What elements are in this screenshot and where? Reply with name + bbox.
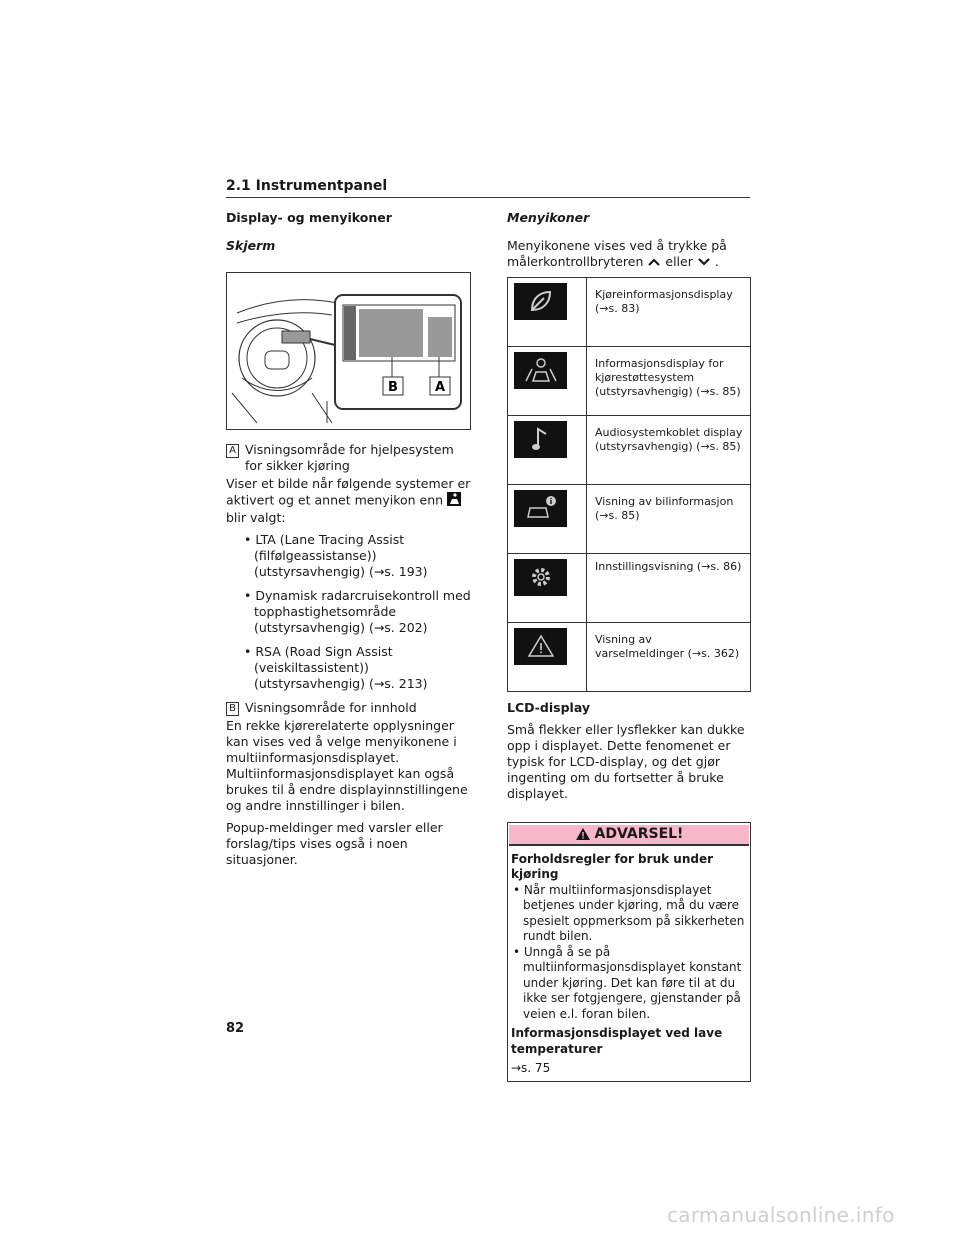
gear-icon — [514, 559, 567, 596]
menu-intro-text: Menyikonene vises ved å trykke på målerkontrollbryteren — [507, 238, 727, 269]
bullet-lta — [226, 532, 471, 580]
leaf-icon — [514, 283, 567, 320]
bullet-rsa-line3: (utstyrsavhengig) (→s. 213) — [254, 676, 428, 691]
menu-text-driving-info: Kjøreinformasjonsdisplay (→s. 83) — [587, 277, 751, 346]
para1 — [226, 476, 471, 526]
bullet-lta-line3: (utstyrsavhengig) (→s. 193) — [254, 564, 428, 579]
item-b-text: Visningsområde for innhold — [245, 700, 417, 715]
para1-before: Viser et bilde når følgende systemer er aktivert og et annet menyikon enn — [226, 476, 471, 508]
chevron-down-icon — [697, 255, 711, 271]
para2: En rekke kjørerelaterte opplysninger kan vises ved å velge menyikonene i multiinformasjonsdisplayet. Multiinformasjonsdisplayet kan også brukes til å endre displayinnstillingene og andre innstillinger i bilen. — [226, 718, 468, 813]
table-row — [508, 415, 751, 484]
para1-after: blir valgt: — [226, 510, 286, 525]
item-a-text: Visningsområde for hjelpesystem for sikker kjøring — [245, 442, 454, 473]
bullet-rsa — [226, 644, 471, 692]
menu-text-assist: Informasjonsdisplay for kjørestøttesystem (utstyrsavhengig) (→s. 85) — [587, 346, 751, 415]
screen-subheading: Skjerm — [226, 238, 276, 253]
lcd-text: Små flekker eller lysflekker kan dukke opp i displayet. Dette fenomenet er typisk for LCD-display, og det gjør ingenting om du fortsetter å bruke displayet. — [507, 721, 745, 801]
menu-text-warnings: Visning av varselmeldinger (→s. 362) — [587, 622, 751, 691]
display-heading: Display- og menyikoner — [226, 210, 392, 225]
section-header: 2.1 Instrumentpanel — [226, 178, 750, 198]
item-b-letter: B — [226, 702, 239, 716]
item-a — [226, 442, 471, 474]
chevron-up-icon — [647, 255, 661, 271]
menu-text-audio: Audiosystemkoblet display (utstyrsavhengig) (→s. 85) — [587, 415, 751, 484]
left-column — [226, 210, 471, 874]
page-number: 82 — [226, 1021, 245, 1036]
table-row — [508, 277, 751, 346]
warning-sub2: Informasjonsdisplayet ved lave temperaturer — [511, 1026, 723, 1056]
bullet-radar-line1: • Dynamisk radarcruisekontroll med — [244, 588, 471, 603]
menu-intro-end: . — [714, 254, 719, 269]
item-a-letter: A — [226, 444, 239, 458]
warning-ref: →s. 75 — [511, 1061, 551, 1075]
dashboard-drawing — [227, 273, 470, 429]
warning-bullet1: • Når multiinformasjonsdisplayet betjenes under kjøring, må du være spesielt oppmerksom på sikkerheten rundt bilen. — [513, 882, 745, 943]
bullet-rsa-line1: • RSA (Road Sign Assist — [244, 644, 393, 659]
lcd-heading: LCD-display — [507, 699, 591, 715]
bullet-lta-line1: • LTA (Lane Tracing Assist — [244, 532, 405, 547]
figure-label-b: B — [388, 380, 398, 395]
warning-icon — [514, 628, 567, 665]
bullet-radar-line3: (utstyrsavhengig) (→s. 202) — [254, 620, 428, 635]
watermark: carmanualsonline.info — [667, 1203, 895, 1227]
menu-text-settings: Innstillingsvisning (→s. 86) — [587, 553, 751, 622]
bullet-rsa-line2: (veiskiltassistent)) — [254, 660, 369, 675]
warning-bullet2: • Unngå å se på multiinformasjonsdisplayet konstant under kjøring. Det kan føre til at du ikke ser fotgjengere, gjenstander på veien e.l. foran bilen. — [513, 944, 742, 1021]
table-row — [508, 622, 751, 691]
menu-icons-heading: Menyikoner — [507, 210, 590, 225]
warning-body — [508, 852, 750, 1081]
warning-triangle-icon — [575, 827, 591, 841]
music-note-icon — [514, 421, 567, 458]
table-row — [508, 346, 751, 415]
bullet-lta-line2: (filfølgeassistanse)) — [254, 548, 377, 563]
item-b — [226, 700, 471, 716]
menu-icon-table — [507, 277, 751, 692]
menu-intro — [507, 238, 751, 271]
para3: Popup-meldinger med varsler eller forslag/tips vises også i noen situasjoner. — [226, 820, 443, 867]
figure-label-a: A — [434, 380, 446, 395]
menu-intro-or: eller — [665, 254, 693, 269]
right-column — [507, 210, 751, 1082]
dashboard-illustration — [226, 272, 471, 430]
warning-title — [509, 825, 749, 846]
warning-title-text: ADVARSEL! — [594, 826, 684, 842]
table-row — [508, 553, 751, 622]
table-row — [508, 484, 751, 553]
bullet-radar-line2: topphastighetsområde — [254, 604, 397, 619]
warning-box — [507, 822, 751, 1082]
menu-text-car-info: Visning av bilinformasjon (→s. 85) — [587, 484, 751, 553]
driving-assist-inline-icon — [447, 492, 461, 510]
warning-sub1: Forholdsregler for bruk under kjøring — [511, 851, 714, 881]
bullet-radar — [226, 588, 471, 636]
driving-assist-icon — [514, 352, 567, 389]
car-info-icon — [514, 490, 567, 527]
